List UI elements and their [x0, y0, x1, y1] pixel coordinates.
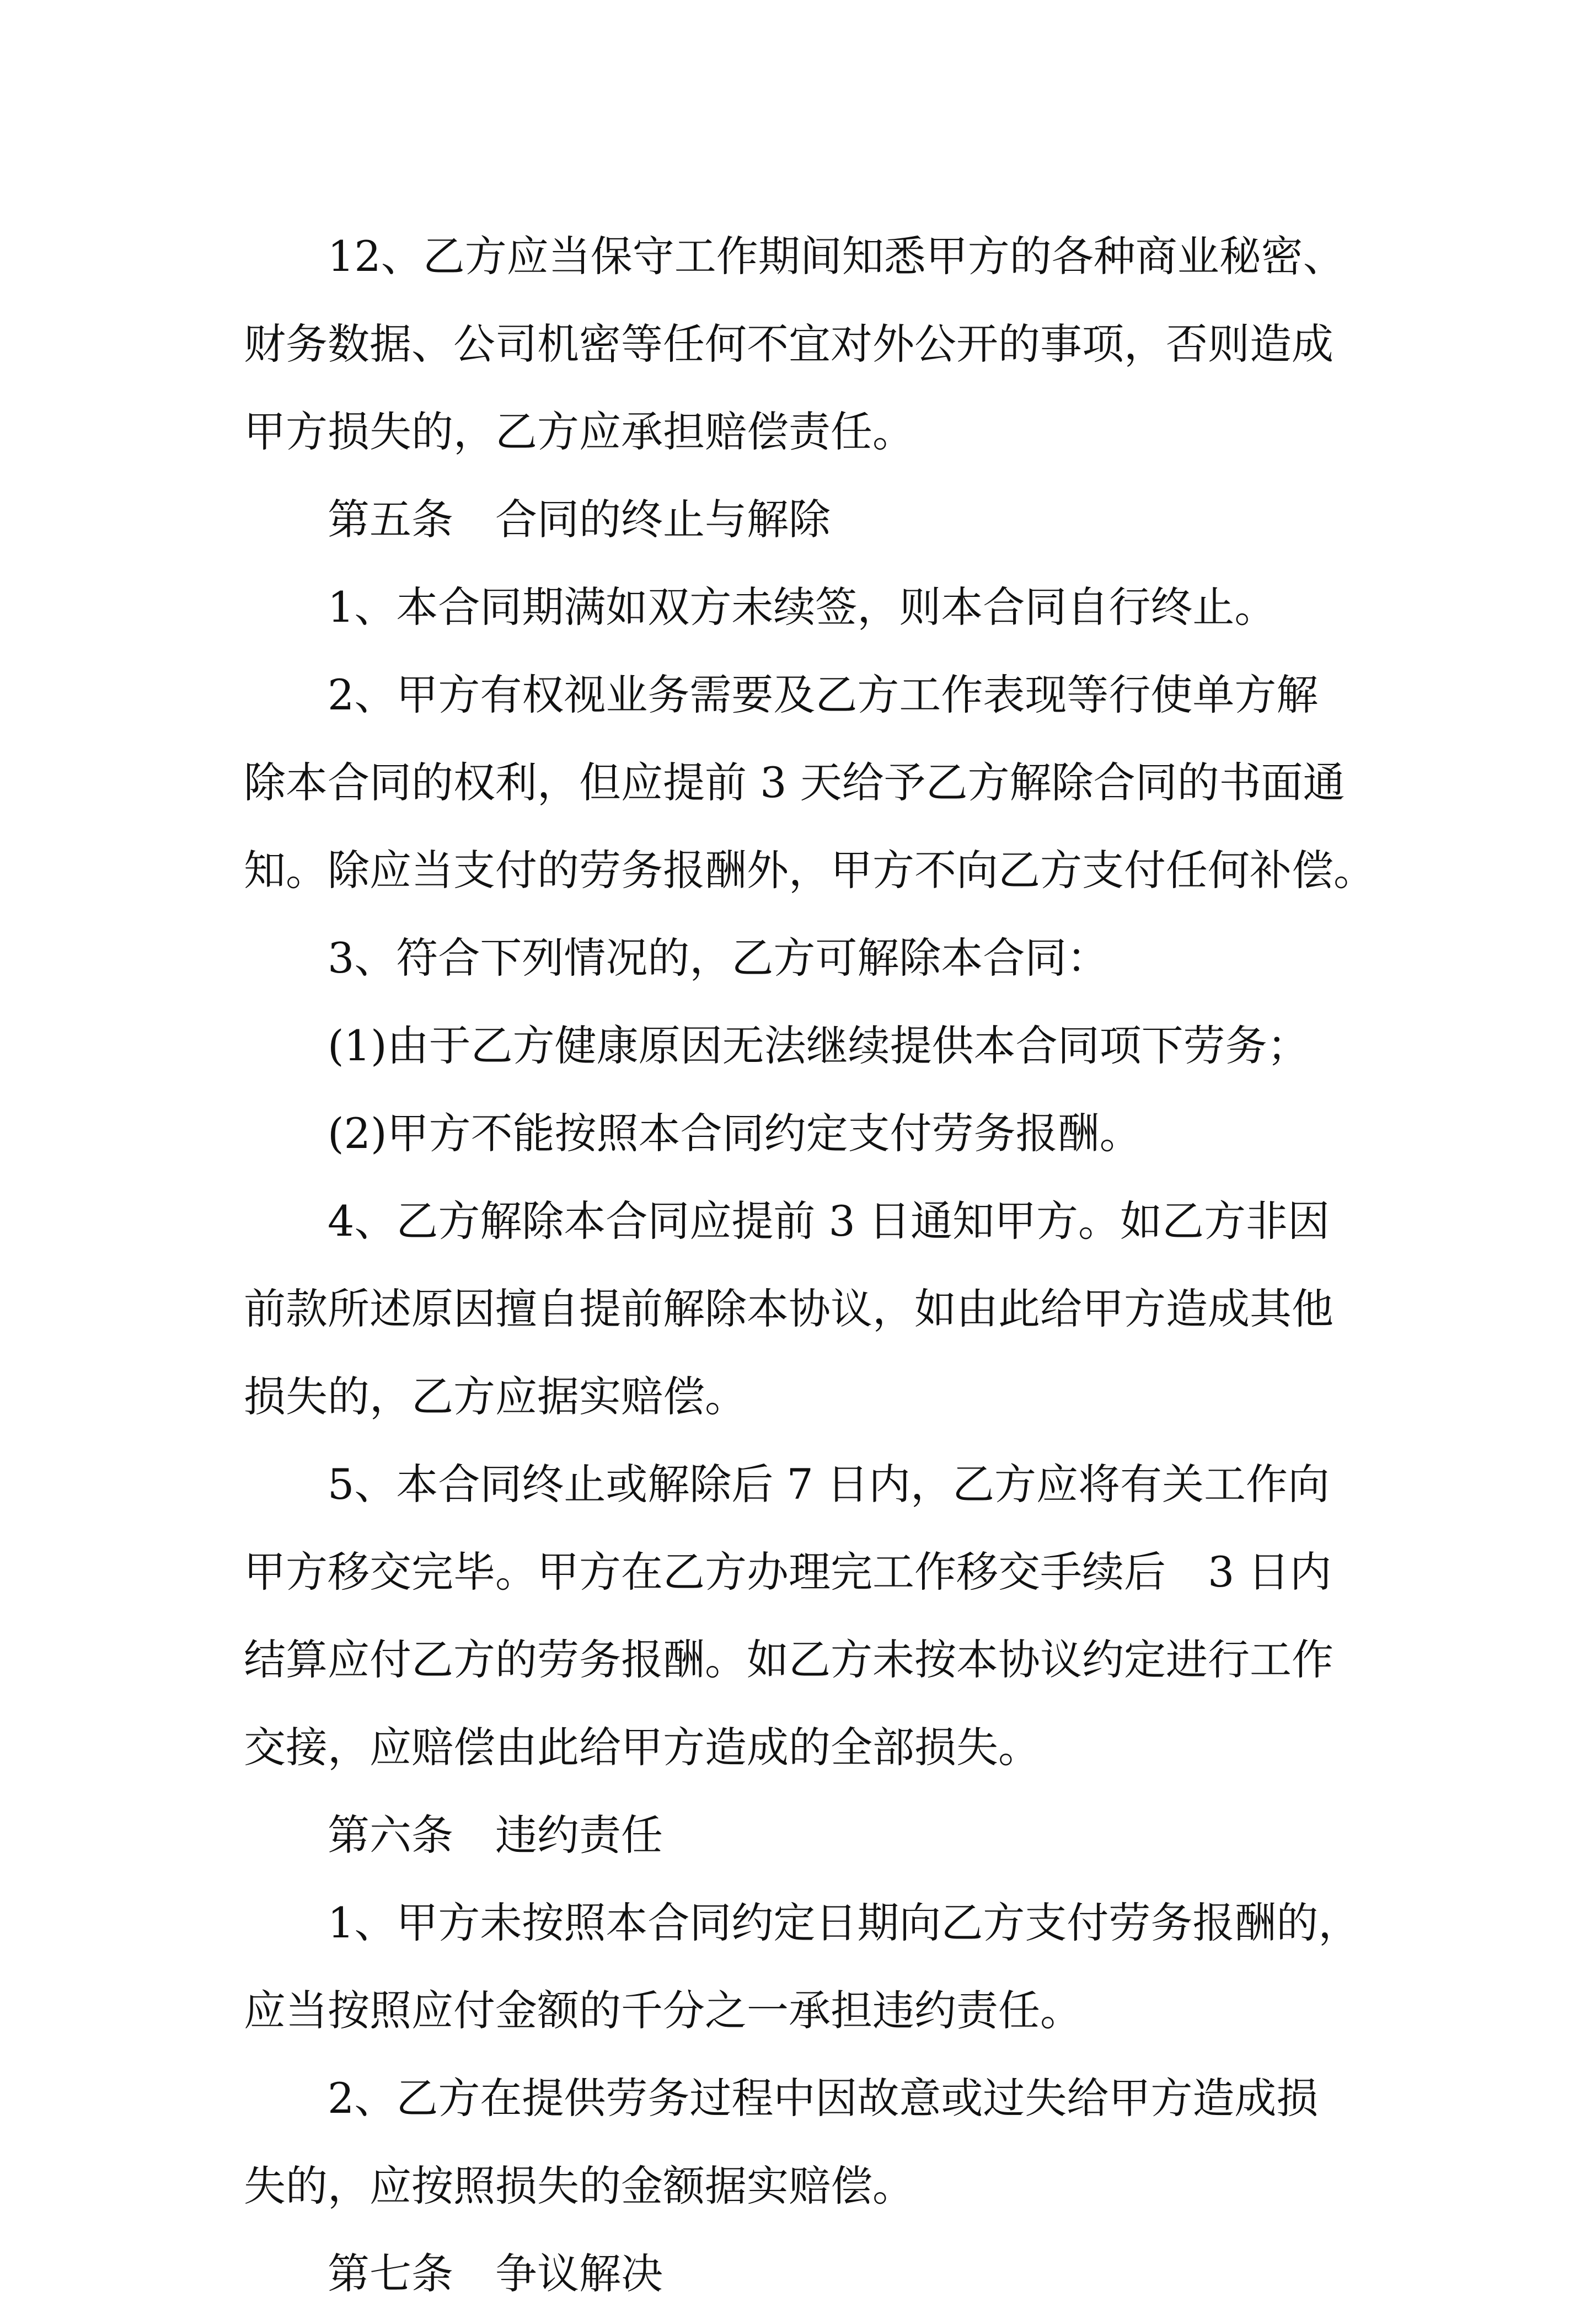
paragraph-line: 损失的，乙方应据实赔偿。 [244, 1372, 747, 1421]
paragraph-line: 3、符合下列情况的，乙方可解除本合同： [328, 933, 1109, 982]
paragraph-line: 1、本合同期满如双方未续签，则本合同自行终止。 [328, 583, 1277, 632]
paragraph-line: 除本合同的权利，但应提前 3 天给予乙方解除合同的书面通 [244, 758, 1345, 807]
paragraph-line: 结算应付乙方的劳务报酬。如乙方未按本协议约定进行工作 [244, 1635, 1333, 1684]
paragraph-line: 甲方移交完毕。甲方在乙方办理完工作移交手续后 3 日内 [244, 1547, 1332, 1596]
section-heading: 第七条 争议解决 [328, 2249, 663, 2298]
paragraph-line: 甲方损失的，乙方应承担赔偿责任。 [244, 407, 914, 456]
paragraph-line: 应当按照应付金额的千分之一承担违约责任。 [244, 1986, 1082, 2035]
section-heading: 第六条 违约责任 [328, 1810, 663, 1860]
paragraph-line: 失的，应按照损失的金额据实赔偿。 [244, 2161, 914, 2210]
paragraph-line: 知。除应当支付的劳务报酬外，甲方不向乙方支付任何补偿。 [244, 846, 1375, 895]
paragraph-line: 前款所述原因擅自提前解除本协议，如由此给甲方造成其他 [244, 1284, 1333, 1333]
list-item: (1)由于乙方健康原因无法继续提供本合同项下劳务； [328, 1021, 1309, 1070]
paragraph-line: 12、乙方应当保守工作期间知悉甲方的各种商业秘密、 [328, 232, 1345, 281]
paragraph-line: 2、甲方有权视业务需要及乙方工作表现等行使单方解 [328, 670, 1319, 719]
paragraph-line: 财务数据、公司机密等任何不宜对外公开的事项，否则造成 [244, 319, 1333, 368]
list-item: (2)甲方不能按照本合同约定支付劳务报酬。 [328, 1109, 1142, 1158]
paragraph-line: 交接，应赔偿由此给甲方造成的全部损失。 [244, 1723, 1040, 1772]
paragraph-line: 5、本合同终止或解除后 7 日内，乙方应将有关工作向 [328, 1460, 1330, 1509]
paragraph-line: 2、乙方在提供劳务过程中因故意或过失给甲方造成损 [328, 2074, 1319, 2123]
section-heading: 第五条 合同的终止与解除 [328, 495, 831, 544]
paragraph-line: 1、甲方未按照本合同约定日期向乙方支付劳务报酬的， [328, 1898, 1361, 1947]
paragraph-line: 4、乙方解除本合同应提前 3 日通知甲方。如乙方非因 [328, 1197, 1330, 1246]
